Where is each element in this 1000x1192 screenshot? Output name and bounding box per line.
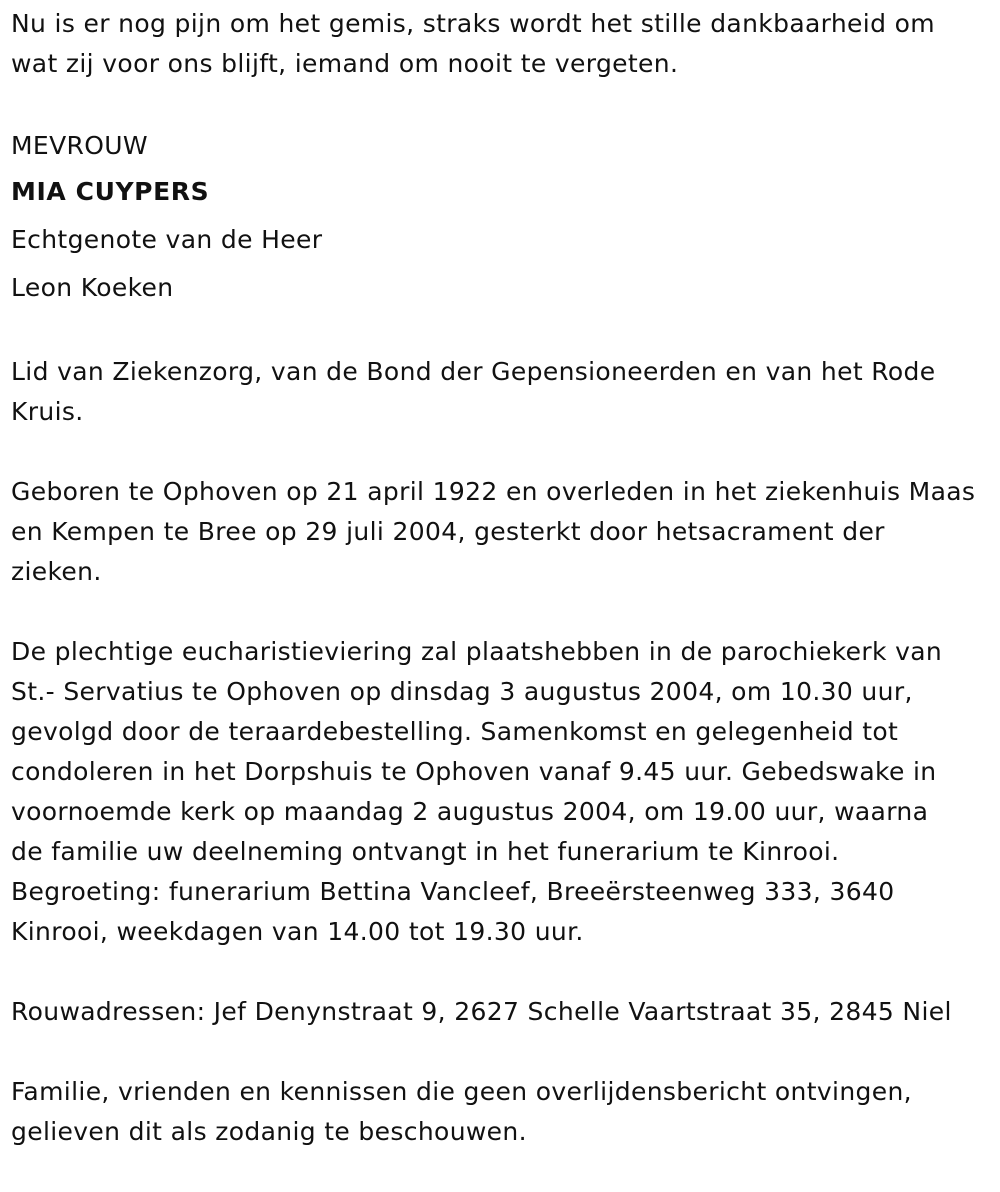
ceremony-paragraph (11, 632, 996, 952)
birth-death-paragraph (11, 472, 996, 592)
deceased-title: MEVROUW (11, 131, 148, 160)
ceremony-line: gevolgd door de teraardebestelling. Samenkomst en gelegenheid tot (11, 717, 899, 746)
closing-line: gelieven dit als zodanig te beschouwen. (11, 1117, 527, 1146)
ceremony-line: voornoemde kerk op maandag 2 augustus 2004, om 19.00 uur, waarna (11, 797, 929, 826)
deceased-spouse: Leon Koeken (11, 273, 174, 302)
membership-line: Kruis. (11, 397, 84, 426)
ceremony-line: condoleren in het Dorpshuis te Ophoven vanaf 9.45 uur. Gebedswake in (11, 757, 937, 786)
intro-paragraph (11, 4, 996, 84)
addresses-paragraph (11, 992, 996, 1032)
ceremony-line: Kinrooi, weekdagen van 14.00 tot 19.30 uur. (11, 917, 584, 946)
ceremony-line: De plechtige eucharistieviering zal plaatshebben in de parochiekerk van (11, 637, 943, 666)
membership-line: Lid van Ziekenzorg, van de Bond der Gepensioneerden en van het Rode (11, 357, 936, 386)
deceased-name: MIA CUYPERS (11, 177, 210, 206)
intro-line: wat zij voor ons blijft, iemand om nooit te vergeten. (11, 49, 679, 78)
ceremony-line: de familie uw deelneming ontvangt in het funerarium te Kinrooi. (11, 837, 840, 866)
closing-paragraph (11, 1072, 996, 1152)
membership-paragraph (11, 352, 996, 432)
birth-death-line: en Kempen te Bree op 29 juli 2004, gesterkt door hetsacrament der (11, 517, 885, 546)
ceremony-line: Begroeting: funerarium Bettina Vancleef, Breeërsteenweg 333, 3640 (11, 877, 895, 906)
birth-death-line: zieken. (11, 557, 102, 586)
deceased-block (11, 124, 996, 312)
birth-death-line: Geboren te Ophoven op 21 april 1922 en overleden in het ziekenhuis Maas (11, 477, 976, 506)
closing-line: Familie, vrienden en kennissen die geen overlijdensbericht ontvingen, (11, 1077, 912, 1106)
ceremony-line: St.- Servatius te Ophoven op dinsdag 3 augustus 2004, om 10.30 uur, (11, 677, 913, 706)
notice-text (11, 4, 996, 1192)
deceased-relation: Echtgenote van de Heer (11, 225, 323, 254)
addresses-line: Rouwadressen: Jef Denynstraat 9, 2627 Schelle Vaartstraat 35, 2845 Niel (11, 997, 952, 1026)
intro-line: Nu is er nog pijn om het gemis, straks wordt het stille dankbaarheid om (11, 9, 935, 38)
